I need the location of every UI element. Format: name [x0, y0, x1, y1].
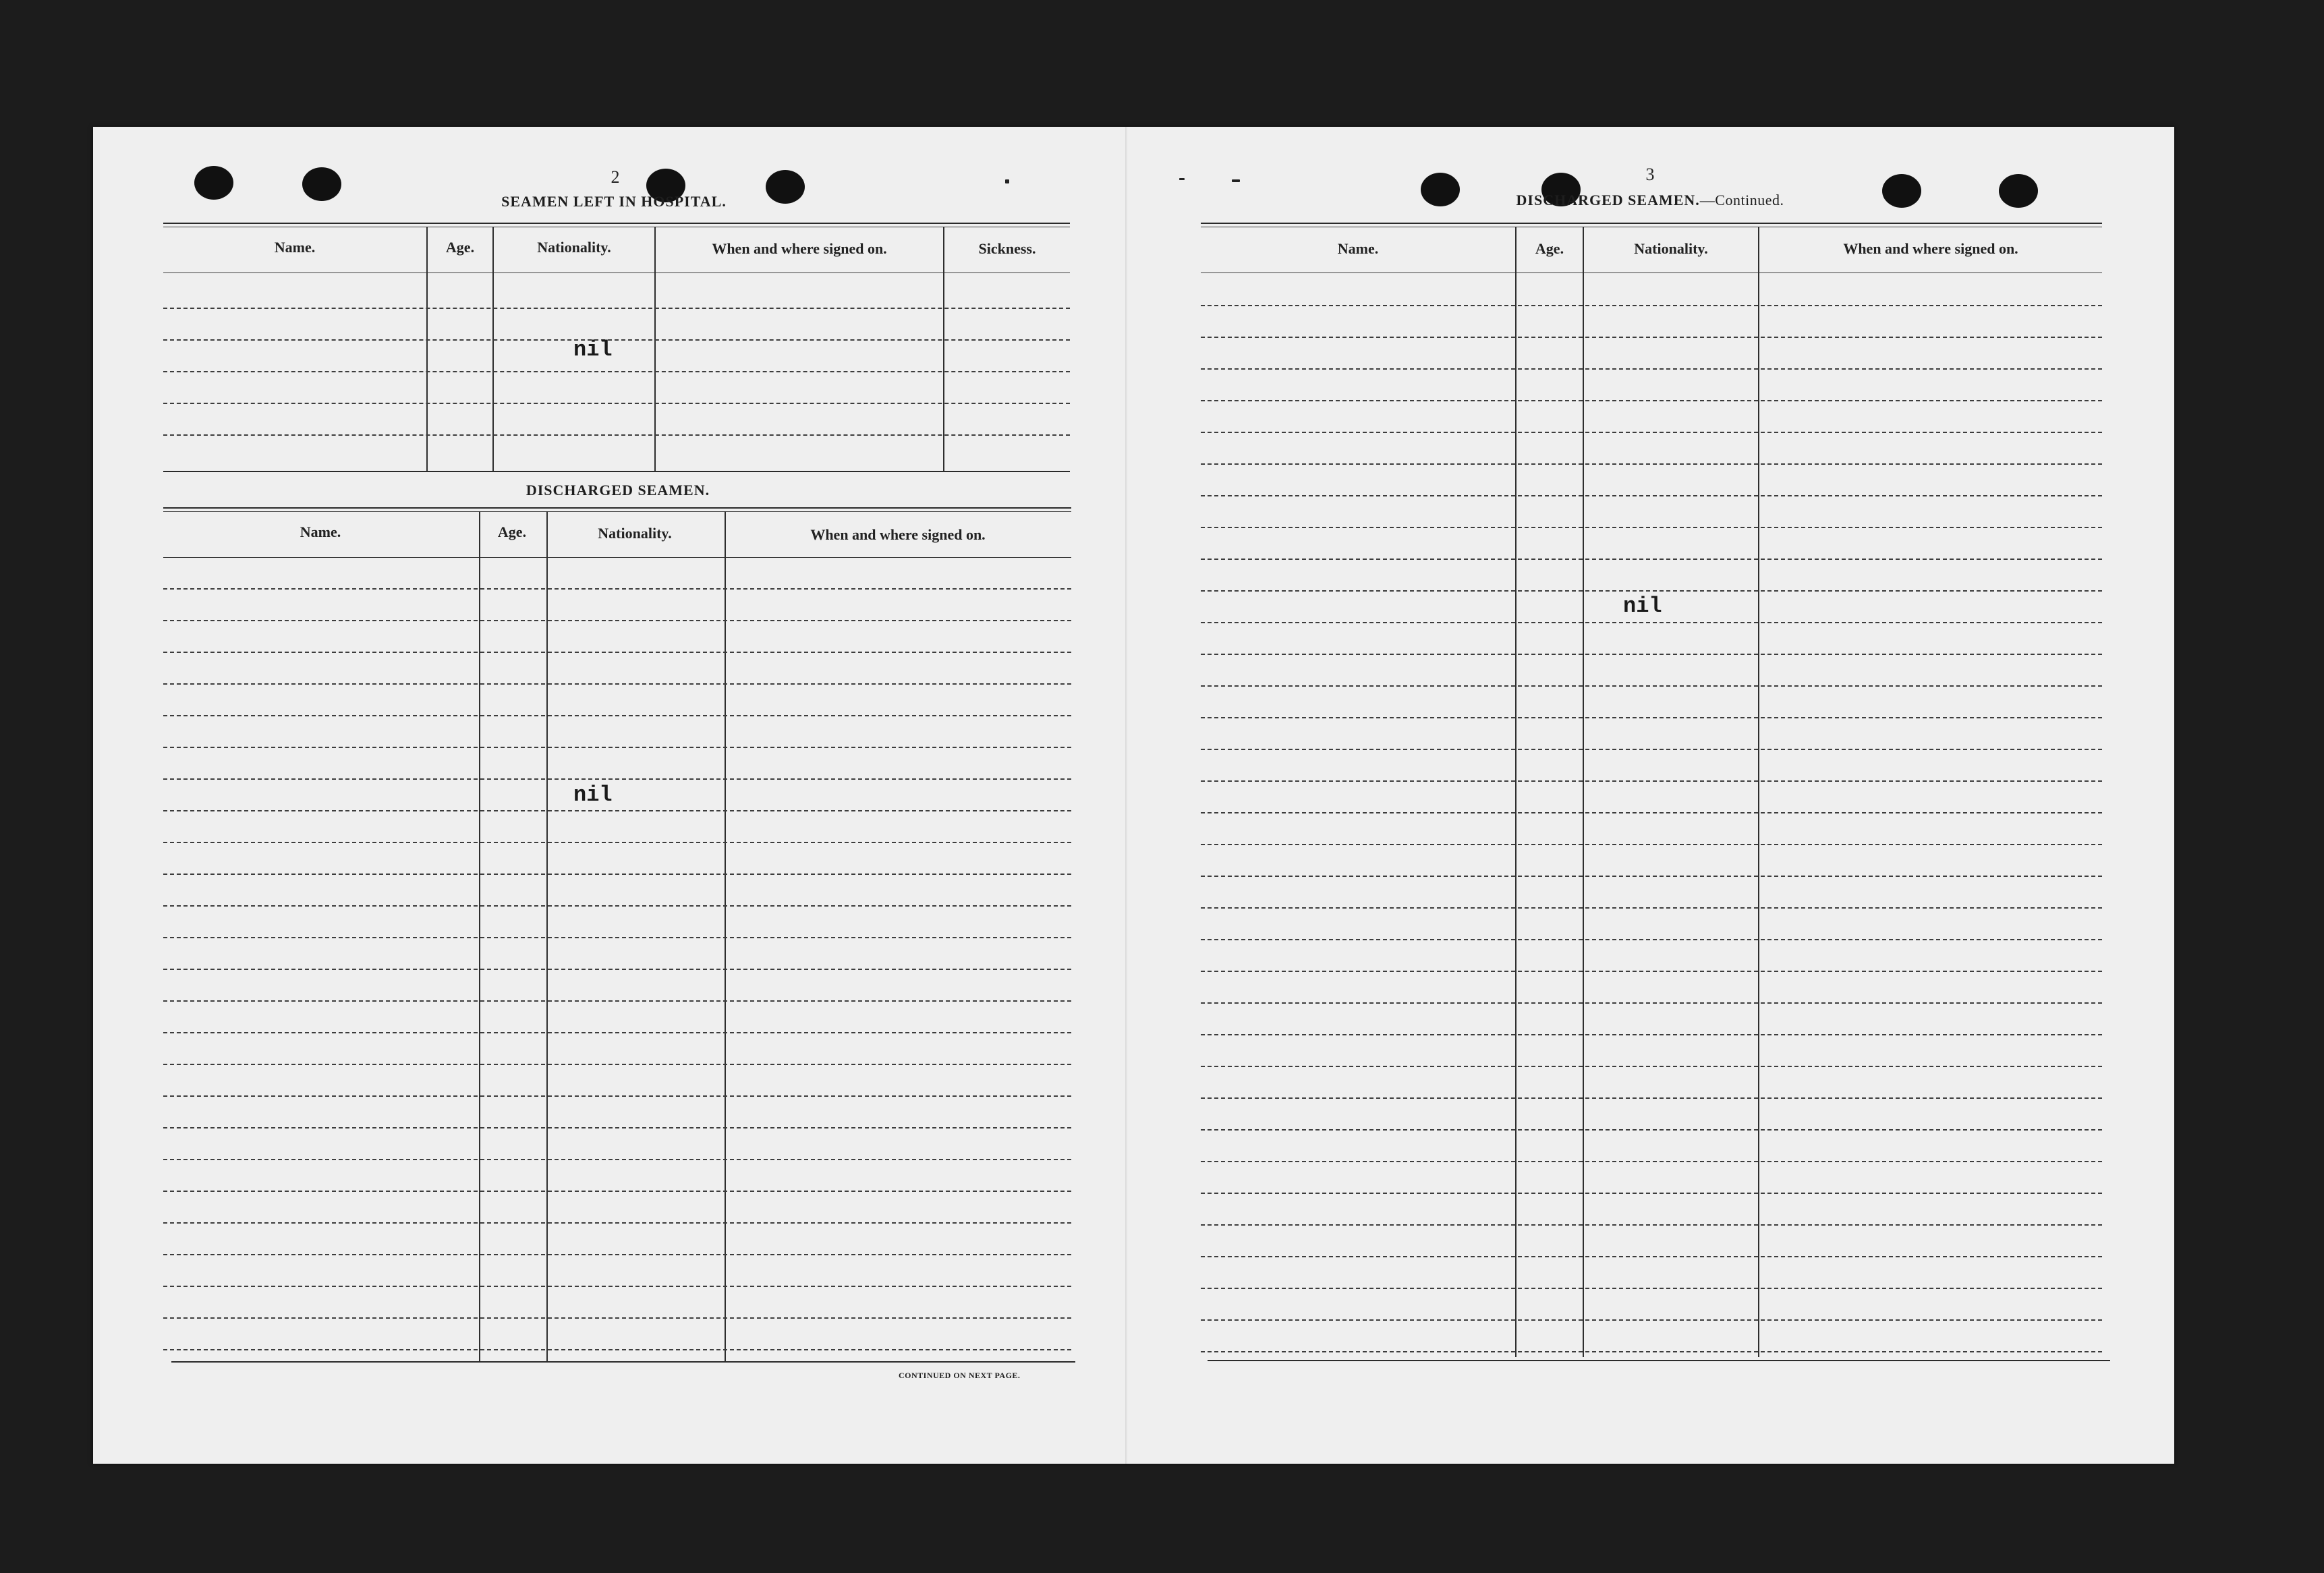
ruled-line — [1201, 780, 2102, 782]
column-header-nationality: Nationality. — [1634, 240, 1708, 257]
ruled-line — [1201, 1034, 2102, 1035]
column-divider — [1758, 227, 1759, 1357]
table-rule — [1208, 1360, 2110, 1361]
ruled-line — [163, 1000, 1071, 1002]
column-divider — [479, 511, 480, 1361]
ruled-line — [1201, 622, 2102, 623]
binding-hole — [1882, 174, 1921, 208]
table-rule — [1201, 223, 2102, 224]
ruled-line — [1201, 1002, 2102, 1004]
ruled-line — [1201, 1351, 2102, 1352]
ruled-line — [1201, 463, 2102, 465]
column-header-name: Name. — [300, 523, 341, 540]
table-rule — [163, 471, 1070, 472]
hospital-entry: nil — [573, 337, 613, 362]
binding-hole — [1421, 173, 1460, 206]
speck — [1005, 179, 1009, 183]
ruled-line — [163, 842, 1071, 843]
ruled-line — [1201, 876, 2102, 877]
column-header-signed-on: When and where signed on. — [712, 240, 887, 257]
ruled-line — [163, 1159, 1071, 1160]
ruled-line — [1201, 1129, 2102, 1131]
ruled-line — [163, 1317, 1071, 1319]
speck — [1179, 178, 1185, 180]
ruled-line — [1201, 400, 2102, 401]
discharged-section-title: DISCHARGED SEAMEN. — [526, 482, 710, 498]
ruled-line — [1201, 907, 2102, 909]
ruled-line — [163, 339, 1070, 341]
ruled-line — [1201, 1288, 2102, 1289]
ruled-line — [1201, 1319, 2102, 1321]
column-header-age: Age. — [1535, 240, 1564, 257]
column-header-name: Name. — [1337, 240, 1379, 257]
ruled-line — [163, 1127, 1071, 1128]
column-divider — [725, 511, 726, 1361]
ruled-line — [1201, 1193, 2102, 1194]
ruled-line — [163, 778, 1071, 780]
ruled-line — [163, 715, 1071, 716]
ruled-line — [1201, 1066, 2102, 1067]
ruled-line — [1201, 337, 2102, 338]
ruled-line — [1201, 1224, 2102, 1226]
binding-hole — [1999, 174, 2038, 208]
page-number: 3 — [1645, 165, 1655, 184]
ruled-line — [1201, 844, 2102, 845]
ruled-line — [163, 683, 1071, 685]
binding-hole — [194, 166, 233, 200]
ruled-line — [163, 905, 1071, 907]
continued-footer: CONTINUED ON NEXT PAGE. — [899, 1371, 1021, 1380]
column-header-signed-on: When and where signed on. — [810, 526, 986, 543]
ruled-line — [163, 747, 1071, 748]
column-header-sickness: Sickness. — [978, 240, 1036, 257]
discharged-continued-title — [1508, 192, 1792, 209]
table-rule — [163, 223, 1070, 224]
ruled-line — [163, 1254, 1071, 1255]
speck — [1232, 179, 1240, 182]
column-header-name: Name. — [274, 239, 316, 256]
column-header-nationality: Nationality. — [598, 525, 672, 542]
ruled-line — [1201, 495, 2102, 496]
ruled-line — [163, 371, 1070, 372]
discharged-entry: nil — [573, 782, 613, 807]
center-fold — [1125, 127, 1127, 1464]
ruled-line — [163, 1286, 1071, 1287]
column-header-signed-on: When and where signed on. — [1843, 240, 2018, 257]
table-rule — [171, 1361, 1075, 1363]
ruled-line — [1201, 717, 2102, 718]
ruled-line — [1201, 654, 2102, 655]
discharged-continued-entry: nil — [1623, 594, 1662, 619]
ruled-line — [163, 620, 1071, 621]
ruled-line — [163, 1222, 1071, 1224]
ruled-line — [163, 1349, 1071, 1350]
header-underline — [163, 557, 1071, 558]
ruled-line — [163, 1064, 1071, 1065]
ruled-line — [1201, 1161, 2102, 1162]
table-rule — [163, 507, 1071, 509]
ruled-line — [1201, 368, 2102, 370]
hospital-section-title: SEAMEN LEFT IN HOSPITAL. — [501, 193, 727, 210]
ruled-line — [163, 810, 1071, 811]
ruled-line — [163, 874, 1071, 875]
column-header-age: Age. — [497, 523, 527, 540]
ruled-line — [163, 1095, 1071, 1097]
column-header-age: Age. — [445, 239, 475, 256]
form-sheet — [93, 127, 2174, 1464]
ruled-line — [1201, 527, 2102, 528]
ruled-line — [1201, 1256, 2102, 1257]
ruled-line — [1201, 749, 2102, 750]
continued-suffix: —Continued. — [1699, 192, 1784, 208]
ruled-line — [1201, 971, 2102, 972]
ruled-line — [1201, 590, 2102, 592]
binding-hole — [302, 167, 341, 201]
ruled-line — [163, 588, 1071, 590]
page-number: 2 — [611, 167, 620, 187]
ruled-line — [163, 1191, 1071, 1192]
ruled-line — [163, 403, 1070, 404]
column-divider — [546, 511, 548, 1361]
ruled-line — [163, 652, 1071, 653]
ruled-line — [163, 937, 1071, 938]
table-rule — [163, 511, 1071, 512]
ruled-line — [163, 434, 1070, 436]
column-divider — [1583, 227, 1584, 1357]
ruled-line — [1201, 559, 2102, 560]
discharged-title-text: DISCHARGED SEAMEN. — [1516, 192, 1700, 208]
ruled-line — [1201, 432, 2102, 433]
ruled-line — [163, 308, 1070, 309]
ruled-line — [163, 969, 1071, 970]
ruled-line — [1201, 305, 2102, 306]
ruled-line — [1201, 812, 2102, 813]
ruled-line — [1201, 939, 2102, 940]
column-header-nationality: Nationality. — [537, 239, 611, 256]
ruled-line — [1201, 685, 2102, 687]
ruled-line — [1201, 1097, 2102, 1099]
ruled-line — [163, 1032, 1071, 1033]
column-divider — [1515, 227, 1517, 1357]
